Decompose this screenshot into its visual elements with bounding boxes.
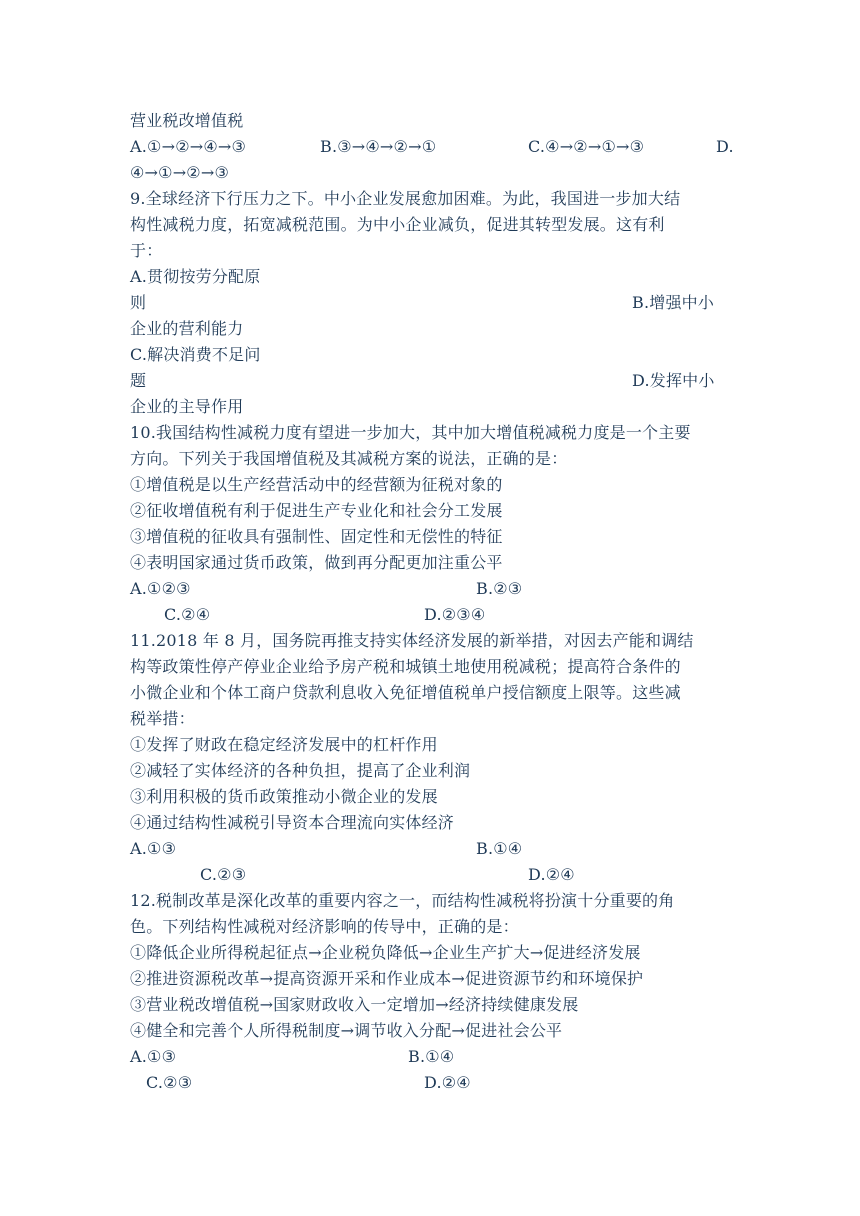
q9-option-a-part2: 则: [130, 293, 147, 312]
q12-item-3: ③营业税改增值税→国家财政收入一定增加→经济持续健康发展: [130, 995, 579, 1014]
q11-item-2: ②减轻了实体经济的各种负担，提高了企业利润: [130, 761, 471, 780]
q9-option-b-part2: 企业的营利能力: [130, 319, 244, 338]
q9-stem-line-1: 9.全球经济下行压力之下。中小企业发展愈加困难。为此，我国进一步加大结: [130, 189, 681, 208]
q8-option-a: A.①→②→④→③: [130, 137, 247, 156]
q10-item-1: ①增值税是以生产经营活动中的经营额为征税对象的: [130, 475, 503, 494]
q11-stem-line-2: 构等政策性停产停业企业给予房产税和城镇土地使用税减税；提高符合条件的: [130, 657, 681, 676]
q10-stem-line-1: 10.我国结构性减税力度有望进一步加大，其中加大增值税减税力度是一个主要: [130, 423, 691, 442]
q10-item-4: ④表明国家通过货币政策，做到再分配更加注重公平: [130, 553, 503, 572]
q9-option-b-part1: B.增强中小: [632, 293, 715, 312]
q12-option-b: B.①④: [408, 1047, 455, 1066]
q9-option-a-part1: A.贯彻按劳分配原: [130, 267, 261, 286]
q9-option-d-part2: 企业的主导作用: [130, 397, 244, 416]
q12-option-d: D.②④: [424, 1073, 471, 1092]
q11-stem-line-4: 税举措：: [130, 709, 195, 728]
q11-item-3: ③利用积极的货币政策推动小微企业的发展: [130, 787, 438, 806]
q10-stem-line-2: 方向。下列关于我国增值税及其减税方案的说法，正确的是：: [130, 449, 568, 468]
q11-item-4: ④通过结构性减税引导资本合理流向实体经济: [130, 813, 455, 832]
q9-option-c-part1: C.解决消费不足问: [130, 345, 261, 364]
q10-option-d: D.②③④: [424, 605, 486, 624]
q10-option-c: C.②④: [164, 605, 211, 624]
q12-stem-line-1: 12.税制改革是深化改革的重要内容之一，而结构性减税将扮演十分重要的角: [130, 891, 675, 910]
q11-stem-line-3: 小微企业和个体工商户贷款利息收入免征增值税单户授信额度上限等。这些减: [130, 683, 681, 702]
q12-item-2: ②推进资源税改革→提高资源开采和作业成本→促进资源节约和环境保护: [130, 969, 644, 988]
q11-option-a: A.①③: [130, 839, 177, 858]
q8-option-b: B.③→④→②→①: [320, 137, 437, 156]
q9-option-d-part1: D.发挥中小: [632, 371, 715, 390]
q11-item-1: ①发挥了财政在稳定经济发展中的杠杆作用: [130, 735, 438, 754]
q8-option-d-value: ④→①→②→③: [130, 163, 229, 182]
q12-option-a: A.①③: [130, 1047, 177, 1066]
q9-option-c-part2: 题: [130, 371, 147, 390]
q10-option-a: A.①②③: [130, 579, 191, 598]
q8-option-c: C.④→②→①→③: [528, 137, 645, 156]
q12-item-4: ④健全和完善个人所得税制度→调节收入分配→促进社会公平: [130, 1021, 563, 1040]
q8-tail-line: 营业税改增值税: [130, 111, 244, 130]
q11-stem-line-1: 11.2018 年 8 月，国务院再推支持实体经济发展的新举措，对因去产能和调结: [130, 631, 694, 650]
q12-stem-line-2: 色。下列结构性减税对经济影响的传导中，正确的是：: [130, 917, 519, 936]
q10-item-2: ②征收增值税有利于促进生产专业化和社会分工发展: [130, 501, 503, 520]
q11-option-b: B.①④: [476, 839, 523, 858]
q10-option-b: B.②③: [476, 579, 523, 598]
q11-option-c: C.②③: [200, 865, 247, 884]
q12-option-c: C.②③: [146, 1073, 193, 1092]
q9-stem-line-2: 构性减税力度，拓宽减税范围。为中小企业减负，促进其转型发展。这有利: [130, 215, 665, 234]
q11-option-d: D.②④: [528, 865, 575, 884]
q8-option-d-label: D.: [716, 137, 734, 156]
q9-stem-line-3: 于：: [130, 241, 163, 260]
q12-item-1: ①降低企业所得税起征点→企业税负降低→企业生产扩大→促进经济发展: [130, 943, 641, 962]
q10-item-3: ③增值税的征收具有强制性、固定性和无偿性的特征: [130, 527, 503, 546]
